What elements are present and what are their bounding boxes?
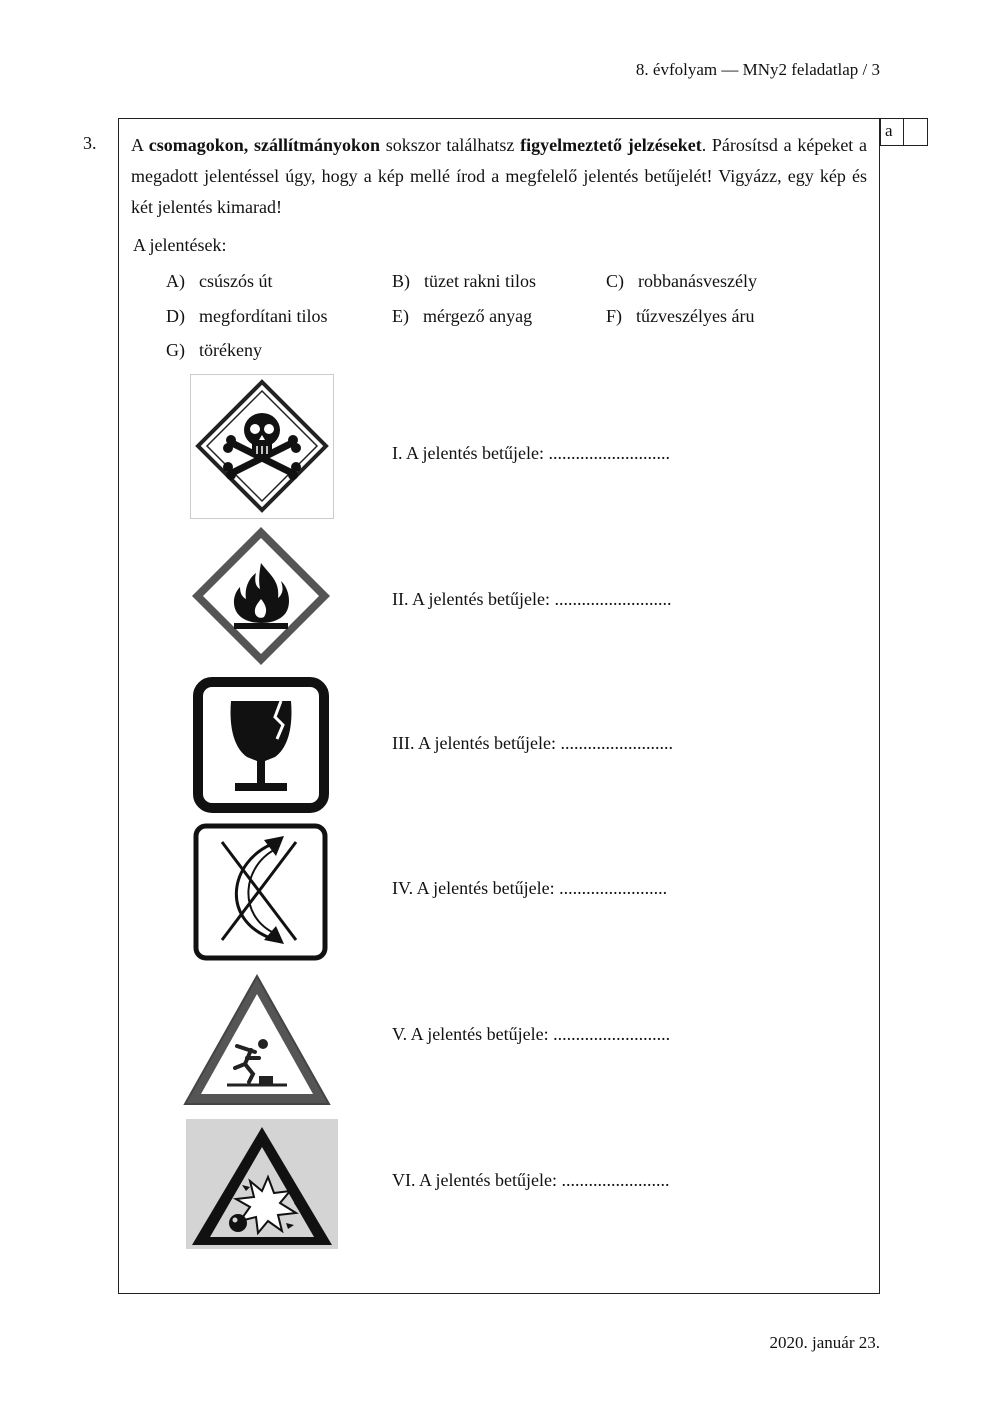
score-cell[interactable] xyxy=(904,118,928,146)
flame-icon xyxy=(188,523,334,669)
meanings-title: A jelentések: xyxy=(133,235,227,255)
meaning-f: F) tűzveszélyes áru xyxy=(606,306,755,326)
meaning-a: A) csúszós út xyxy=(166,271,273,291)
answer-line-5[interactable]: V. A jelentés betűjele: .......................... xyxy=(392,1024,671,1044)
explosive-icon xyxy=(186,1119,338,1249)
task-number: 3. xyxy=(83,133,97,153)
answer-line-1[interactable]: I. A jelentés betűjele: ........................... xyxy=(392,443,670,463)
answer-line-3[interactable]: III. A jelentés betűjele: ......................... xyxy=(392,733,673,753)
answer-line-6[interactable]: VI. A jelentés betűjele: ........................ xyxy=(392,1170,670,1190)
task-instructions: A csomagokon, szállítmányokon sokszor találhatsz figyelmeztető jelzéseket. Párosítsd a képeket a megadott jelentéssel úgy, hogy a kép mellé írod a megfelelő jelentés betűjelét! Vigyázz, egy kép és két jelentés kimarad! xyxy=(131,135,868,217)
answer-line-4[interactable]: IV. A jelentés betűjele: ........................ xyxy=(392,878,668,898)
do-not-turn-over-icon xyxy=(192,822,329,962)
skull-crossbones-icon xyxy=(190,374,334,519)
meaning-c: C) robbanásveszély xyxy=(606,271,757,291)
meaning-d: D) megfordítani tilos xyxy=(166,306,328,326)
meaning-b: B) tüzet rakni tilos xyxy=(392,271,536,291)
score-label: a xyxy=(880,118,904,146)
score-box xyxy=(880,118,928,146)
page-footer: 2020. január 23. xyxy=(769,1333,880,1352)
page-header: 8. évfolyam — MNy2 feladatlap / 3 xyxy=(635,60,880,79)
fragile-glass-icon xyxy=(193,677,329,813)
answer-line-2[interactable]: II. A jelentés betűjele: .......................... xyxy=(392,589,672,609)
trip-hazard-icon xyxy=(181,972,333,1108)
meaning-g: G) törékeny xyxy=(166,340,262,360)
meaning-e: E) mérgező anyag xyxy=(392,306,533,326)
